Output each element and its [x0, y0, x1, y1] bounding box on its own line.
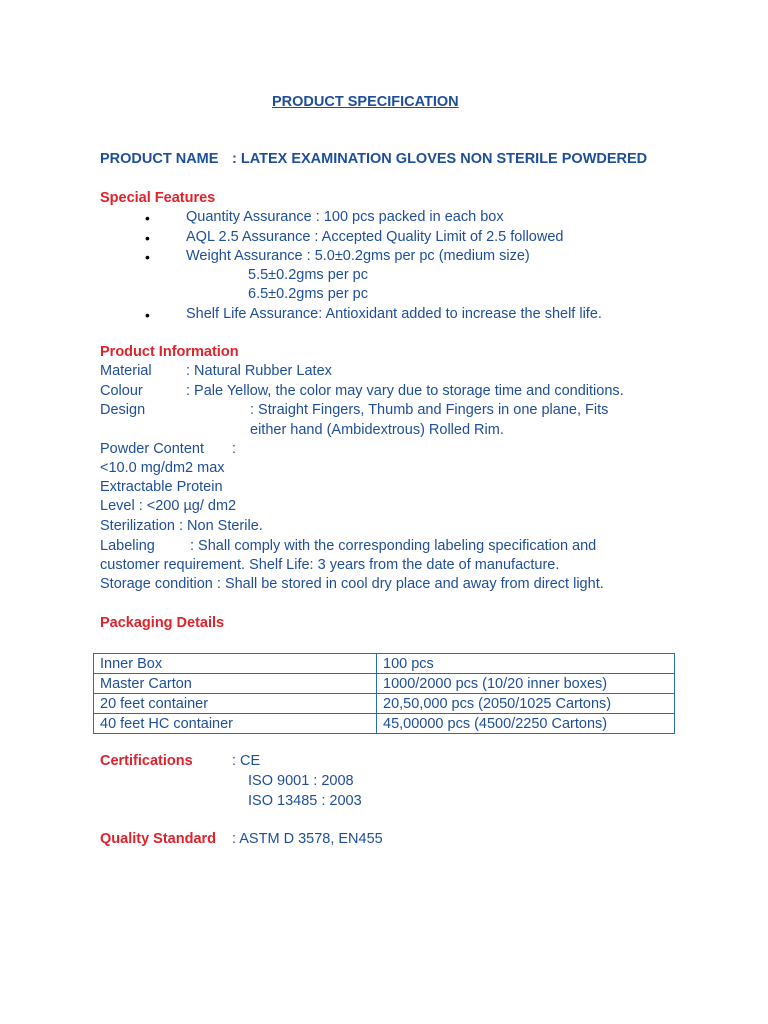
table-cell: 100 pcs	[377, 654, 675, 674]
page-title: PRODUCT SPECIFICATION	[272, 94, 459, 110]
material-value: : Natural Rubber Latex	[186, 363, 332, 379]
packaging-table	[93, 653, 675, 734]
feature-item: AQL 2.5 Assurance : Accepted Quality Limit of 2.5 followed	[186, 229, 564, 245]
powder-content-colon: :	[232, 441, 237, 457]
table-cell: 20,50,000 pcs (2050/1025 Cartons)	[377, 694, 675, 714]
table-cell: Inner Box	[94, 654, 377, 674]
bullet-icon: •	[145, 307, 150, 323]
table-row	[94, 654, 675, 674]
weight-extra: 5.5±0.2gms per pc	[248, 267, 368, 283]
labeling-value: : Shall comply with the corresponding labeling specification and	[190, 538, 597, 554]
protein-level: Level : <200 µg/ dm2	[100, 498, 237, 514]
feature-item: Weight Assurance : 5.0±0.2gms per pc (medium size)	[186, 248, 530, 264]
table-row	[94, 674, 675, 694]
bullet-icon: •	[145, 230, 150, 246]
powder-content-value: <10.0 mg/dm2 max	[100, 460, 225, 476]
labeling-value-continued: customer requirement. Shelf Life: 3 years from the date of manufacture.	[100, 557, 560, 573]
table-cell: 1000/2000 pcs (10/20 inner boxes)	[377, 674, 675, 694]
product-name-label: PRODUCT NAME	[100, 151, 219, 167]
product-information-heading: Product Information	[100, 344, 239, 360]
table-row	[94, 694, 675, 714]
certification-item: ISO 9001 : 2008	[248, 773, 354, 789]
product-name-value: : LATEX EXAMINATION GLOVES NON STERILE POWDERED	[232, 151, 648, 167]
design-label: Design	[100, 402, 146, 418]
bullet-icon: •	[145, 249, 150, 265]
feature-item: Quantity Assurance : 100 pcs packed in each box	[186, 209, 504, 225]
table-cell: Master Carton	[94, 674, 377, 694]
table-cell: 40 feet HC container	[94, 714, 377, 734]
extractable-protein-label: Extractable Protein	[100, 479, 223, 495]
quality-standard-value: : ASTM D 3578, EN455	[232, 831, 383, 847]
certifications-heading: Certifications	[100, 753, 193, 769]
colour-label: Colour	[100, 383, 143, 399]
table-cell: 45,00000 pcs (4500/2250 Cartons)	[377, 714, 675, 734]
special-features-heading: Special Features	[100, 190, 216, 206]
table-cell: 20 feet container	[94, 694, 377, 714]
certification-item: : CE	[232, 753, 261, 769]
bullet-icon: •	[145, 210, 150, 226]
packaging-details-heading: Packaging Details	[100, 615, 225, 631]
labeling-label: Labeling	[100, 538, 155, 554]
colour-value: : Pale Yellow, the color may vary due to storage time and conditions.	[186, 383, 624, 399]
feature-item: Shelf Life Assurance: Antioxidant added to increase the shelf life.	[186, 306, 602, 322]
design-value: : Straight Fingers, Thumb and Fingers in one plane, Fits	[250, 402, 609, 418]
weight-extra: 6.5±0.2gms per pc	[248, 286, 368, 302]
certification-item: ISO 13485 : 2003	[248, 793, 362, 809]
powder-content-label: Powder Content	[100, 441, 204, 457]
table-row	[94, 714, 675, 734]
sterilization: Sterilization : Non Sterile.	[100, 518, 263, 534]
material-label: Material	[100, 363, 152, 379]
storage-condition: Storage condition : Shall be stored in cool dry place and away from direct light.	[100, 576, 604, 592]
quality-standard-heading: Quality Standard	[100, 831, 217, 847]
design-value-continued: either hand (Ambidextrous) Rolled Rim.	[250, 422, 504, 438]
